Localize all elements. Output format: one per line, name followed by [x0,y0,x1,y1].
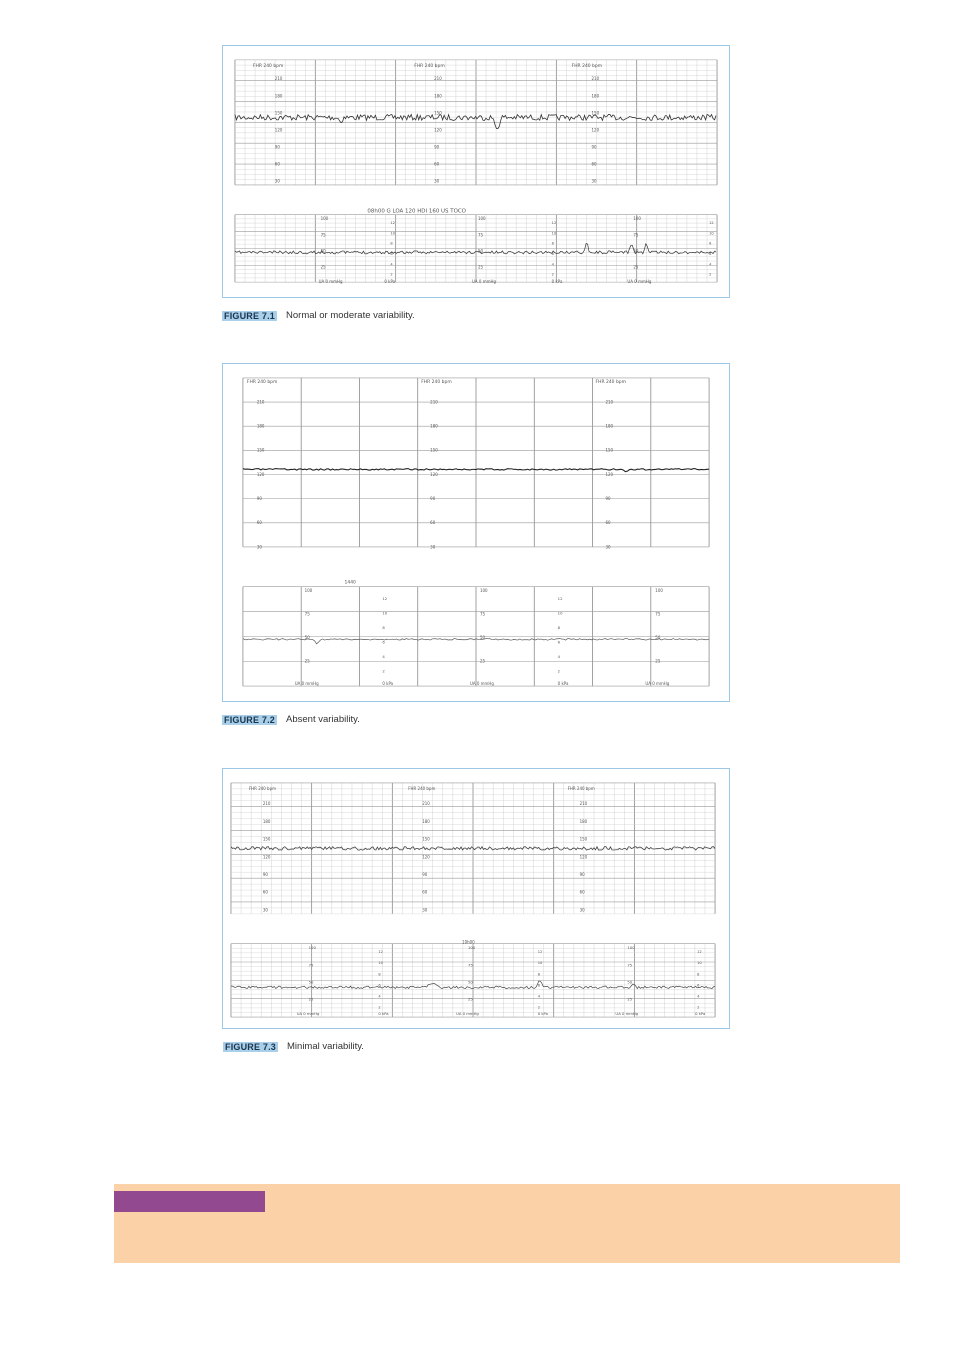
callout-box [114,1184,900,1263]
fhr-tick: 90 [591,144,597,150]
kpa-tick: 12 [537,950,543,955]
fhr-tick: 90 [430,496,436,502]
ua-tick: 50 [655,635,661,641]
kpa-tick: 8 [557,625,561,631]
fhr-tick: 120 [430,471,438,477]
kpa-tick: 4 [551,262,554,267]
fhr-tick: 180 [256,423,265,429]
fhr-tick: 180 [422,818,430,824]
ua-tick: 100 [627,946,635,951]
fhr-header-3: FHR 240 bpm [595,379,626,385]
ua-tick: 25 [304,658,310,664]
fhr-header-3: FHR 240 bpm [567,785,595,791]
kpa-units-3: 0 kPa [695,1012,706,1017]
ua-tick: 100 [655,588,663,594]
ua-tick: 25 [320,264,326,270]
kpa-tick: 6 [551,252,554,257]
kpa-tick: 6 [709,252,712,257]
ua-tick: 50 [308,980,314,985]
kpa-tick: 6 [557,639,561,645]
fhr-header-1: FHR 240 bpm [252,63,284,69]
kpa-tick: 4 [390,262,393,267]
fhr-tick: 210 [274,76,283,82]
ua-tick: 25 [479,658,486,664]
ua-tick: 75 [320,232,326,238]
ua-tick: 100 [304,588,313,594]
ua-tick: 25 [308,997,314,1002]
fhr-header-2: FHR 240 bpm [421,379,452,385]
ua-tick: 50 [633,248,639,254]
figure-7-3-image [222,768,730,1029]
kpa-tick: 6 [537,983,541,988]
ua-tick: 75 [304,611,310,617]
ua-tick: 100 [633,216,641,222]
kpa-units-1: 0 kPa [384,279,396,285]
ua-tick: 100 [468,946,476,951]
fhr-tick: 30 [434,178,440,184]
kpa-tick: 2 [709,272,712,277]
fhr-tick: 180 [434,93,442,99]
ua-tick: 25 [633,264,639,270]
ua-units-3: UA 0 mmHg [615,1012,639,1017]
fhr-tick: 60 [422,889,428,895]
kpa-tick: 4 [697,994,700,999]
fhr-tick: 150 [605,447,614,453]
kpa-tick: 10 [709,231,714,236]
fhr-header-1: FHR 240 bpm [248,785,276,791]
kpa-units-2: 0 kPa [557,681,569,687]
ua-tick: 100 [308,946,316,951]
ctg-trace-moderate-variability [223,46,729,297]
kpa-tick: 12 [557,596,563,602]
kpa-tick: 6 [390,252,393,257]
figure-7-1-image [222,45,730,298]
fhr-tick: 210 [434,76,442,82]
fhr-tick: 120 [579,854,588,860]
ua-units-1: UA 0 mmHg [294,681,319,687]
ua-tick: 50 [627,980,633,985]
fhr-tick: 30 [579,907,585,913]
figure-7-3-caption [223,1041,364,1052]
fhr-tick: 150 [434,110,442,116]
fhr-tick: 210 [605,399,614,405]
fhr-header-2: FHR 240 bpm [408,785,436,791]
callout-tab [114,1191,265,1212]
kpa-tick: 12 [551,221,557,226]
fhr-tick: 150 [262,836,271,842]
figure-label: FIGURE 7.2 [224,714,276,725]
fhr-tick: 30 [605,544,611,550]
fhr-tick: 210 [256,399,265,405]
kpa-tick: 8 [709,241,712,246]
ua-tick: 75 [477,232,484,238]
kpa-tick: 2 [382,668,385,674]
fhr-tick: 120 [274,127,283,133]
fhr-tick: 90 [434,144,440,150]
kpa-tick: 10 [697,961,702,966]
kpa-tick: 4 [709,262,712,267]
ua-tick: 75 [627,963,633,968]
kpa-tick: 2 [378,1005,381,1010]
ctg-trace-minimal-variability [223,769,729,1028]
kpa-tick: 12 [382,596,388,602]
kpa-units-1: 0 kPa [378,1012,389,1017]
ua-tick: 50 [304,635,310,641]
kpa-tick: 10 [390,231,395,236]
fhr-tick: 180 [430,423,438,429]
ua-units-1: UA 0 mmHg [296,1012,320,1017]
fhr-tick: 180 [605,423,614,429]
fhr-tick: 150 [591,110,600,116]
kpa-tick: 6 [378,983,381,988]
kpa-tick: 6 [697,983,700,988]
toco-header: 08h00 G LOA 120 HDI 160 US TOCO [367,208,467,215]
fhr-tick: 210 [591,76,600,82]
ua-tick: 25 [655,658,661,664]
ua-tick: 100 [320,216,329,222]
kpa-tick: 8 [551,241,554,246]
fhr-tick: 30 [256,544,262,550]
fhr-tick: 60 [579,889,585,895]
fhr-header-3: FHR 240 bpm [571,63,603,69]
fhr-tick: 120 [262,854,271,860]
caption-text: Minimal variability. [287,1041,364,1052]
fhr-tick: 60 [256,520,262,526]
figure-label: FIGURE 7.3 [225,1041,277,1052]
ua-units-1: UA 0 mmHg [318,279,343,285]
kpa-tick: 12 [697,950,702,955]
fhr-tick: 180 [591,93,600,99]
kpa-tick: 2 [537,1005,541,1010]
caption-text: Absent variability. [286,714,360,725]
kpa-tick: 2 [390,272,393,277]
fhr-tick: 30 [262,907,268,913]
fhr-tick: 150 [256,447,265,453]
fhr-tick: 150 [430,447,438,453]
ua-tick: 50 [320,248,326,254]
kpa-units-1: 0 kPa [382,681,394,687]
time-mark: 10h00 [462,939,475,945]
kpa-tick: 6 [382,639,385,645]
kpa-tick: 2 [551,272,554,277]
kpa-tick: 10 [382,610,388,616]
kpa-tick: 2 [697,1005,700,1010]
fhr-tick: 210 [579,801,588,807]
fhr-tick: 180 [274,93,283,99]
fhr-tick: 150 [274,110,283,116]
figure-7-1-caption [222,310,415,321]
ctg-trace-absent-variability [223,364,729,701]
kpa-tick: 10 [551,231,557,236]
kpa-tick: 10 [378,961,383,966]
fhr-tick: 150 [579,836,588,842]
kpa-tick: 8 [537,972,541,977]
ua-tick: 25 [477,264,484,270]
kpa-units-2: 0 kPa [537,1012,548,1017]
fhr-tick: 180 [579,818,588,824]
ua-tick: 50 [468,980,473,985]
fhr-tick: 210 [262,801,271,807]
ua-tick: 50 [479,635,486,641]
fhr-tick: 60 [434,161,440,167]
fhr-tick: 210 [422,801,430,807]
fhr-header-1: FHR 240 bpm [246,379,278,385]
fhr-tick: 120 [605,471,614,477]
ua-tick: 100 [477,216,486,222]
kpa-tick: 12 [709,221,714,226]
ua-tick: 100 [479,588,488,594]
ua-tick: 50 [477,248,484,254]
kpa-tick: 4 [537,994,541,999]
ua-units-3: UA 0 mmHg [627,279,652,285]
fhr-tick: 30 [430,544,436,550]
kpa-tick: 8 [382,625,385,631]
fhr-tick: 30 [591,178,597,184]
kpa-tick: 10 [557,610,563,616]
fhr-tick: 90 [579,872,585,878]
ua-units-2: UA 0 mmHg [456,1012,479,1017]
fhr-tick: 90 [262,872,268,878]
figure-label: FIGURE 7.1 [224,310,276,321]
fhr-tick: 120 [434,127,442,133]
fhr-tick: 150 [422,836,430,842]
kpa-units-2: 0 kPa [551,279,563,285]
figure-7-2-image [222,363,730,702]
kpa-tick: 8 [390,241,393,246]
fhr-header-2: FHR 240 bpm [414,63,445,69]
fhr-tick: 60 [274,161,280,167]
fhr-tick: 180 [262,818,271,824]
kpa-tick: 4 [382,654,385,660]
fhr-tick: 120 [422,854,430,860]
time-mark: 1440 [344,580,356,586]
ua-tick: 75 [655,611,661,617]
ua-tick: 75 [308,963,314,968]
caption-text: Normal or moderate variability. [286,310,415,321]
fhr-tick: 30 [422,907,428,913]
kpa-tick: 8 [378,972,381,977]
ua-tick: 75 [479,611,486,617]
fhr-tick: 90 [605,496,611,502]
ua-tick: 25 [468,997,473,1002]
kpa-tick: 8 [697,972,700,977]
fhr-tick: 60 [591,161,597,167]
fhr-tick: 90 [256,496,262,502]
ua-units-3: UA 0 mmHg [645,681,670,687]
kpa-tick: 10 [537,961,543,966]
fhr-tick: 60 [430,520,436,526]
kpa-tick: 2 [557,668,561,674]
fhr-tick: 210 [430,399,438,405]
ua-tick: 75 [633,232,639,238]
kpa-tick: 4 [378,994,381,999]
fhr-tick: 120 [591,127,600,133]
kpa-tick: 4 [557,654,561,660]
fhr-tick: 90 [422,872,428,878]
fhr-tick: 90 [274,144,280,150]
figure-7-2-caption [222,714,360,725]
fhr-tick: 60 [605,520,611,526]
kpa-tick: 12 [378,950,383,955]
ua-tick: 75 [468,963,473,968]
ua-tick: 25 [627,997,633,1002]
fhr-tick: 60 [262,889,268,895]
kpa-tick: 12 [390,221,395,226]
ua-units-2: UA 0 mmHg [472,279,496,285]
fhr-tick: 120 [256,471,265,477]
ua-units-2: UA 0 mmHg [470,681,494,687]
fhr-tick: 30 [274,178,280,184]
